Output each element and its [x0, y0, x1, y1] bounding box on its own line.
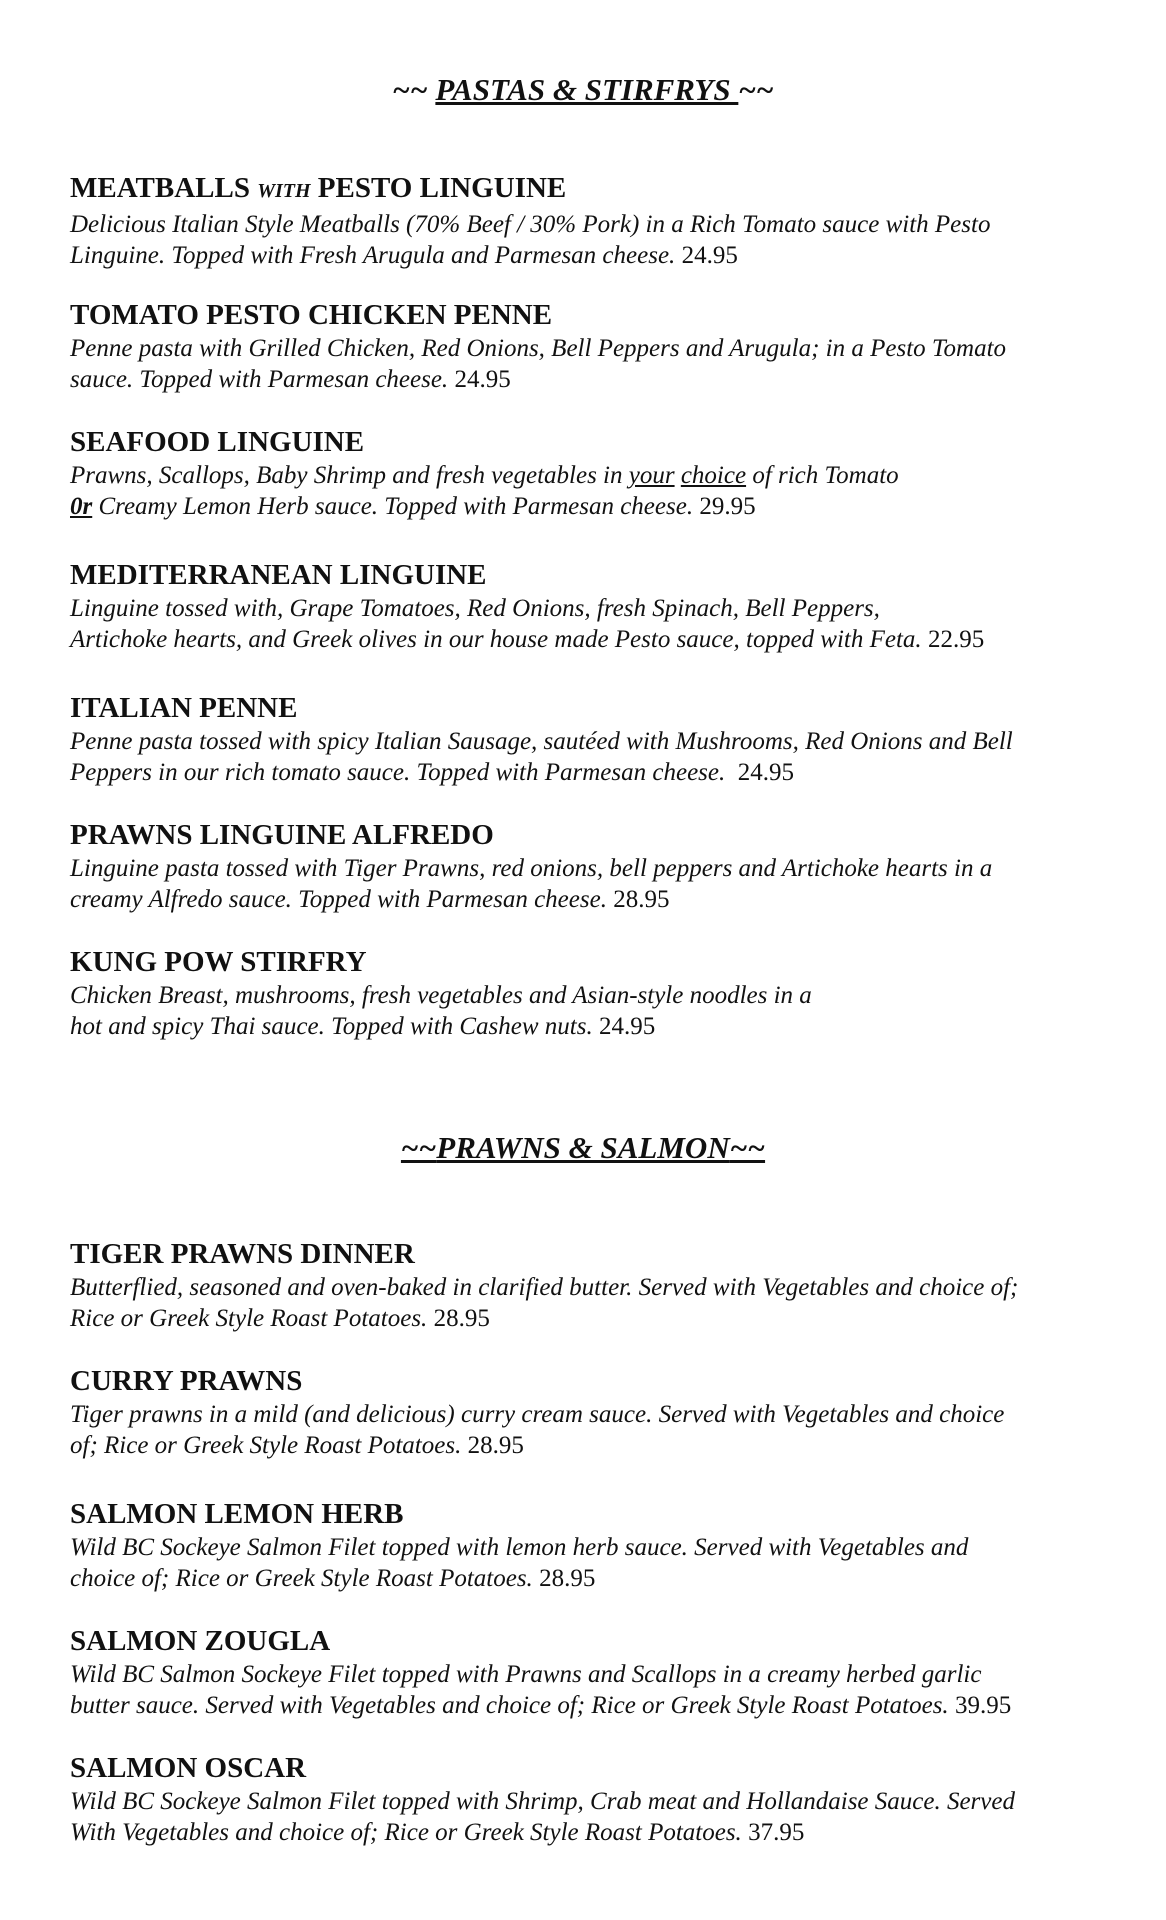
menu-item-italian-penne [70, 690, 1130, 788]
item-name: SALMON OSCAR [70, 1752, 307, 1784]
item-description-line: Tiger prawns in a mild (and delicious) curry cream sauce. Served with Vegetables and choice [70, 1401, 1005, 1428]
item-description-text: Prawns, Scallops, Baby Shrimp and fresh vegetables in [70, 462, 629, 489]
menu-item-mediterranean-linguine [70, 557, 1130, 655]
title-text: PASTAS & STIRFRYS [435, 72, 739, 107]
menu-item-tiger-prawns-dinner [70, 1236, 1130, 1334]
item-price: 24.95 [681, 242, 738, 269]
item-price: 28.95 [467, 1432, 524, 1459]
item-name: SEAFOOD LINGUINE [70, 426, 365, 458]
item-price: 24.95 [454, 366, 511, 393]
item-description-line [70, 1563, 1130, 1594]
item-description-line: Wild BC Salmon Sockeye Filet topped with Prawns and Scallops in a creamy herbed garlic [70, 1661, 982, 1688]
item-description-text: Peppers in our rich tomato sauce. Topped with Parmesan cheese. [70, 759, 726, 786]
item-description-text: With Vegetables and choice of; Rice or Greek Style Roast Potatoes. [70, 1819, 742, 1846]
item-name: KUNG POW STIRFRY [70, 946, 367, 978]
item-description-emphasis: your [628, 462, 675, 489]
item-description-line [70, 460, 1130, 491]
item-price: 28.95 [433, 1305, 490, 1332]
item-price: 22.95 [927, 626, 985, 653]
item-name: TIGER PRAWNS DINNER [70, 1238, 415, 1270]
menu-item-prawns-linguine-alfredo [70, 817, 1130, 915]
item-description-line: Linguine tossed with, Grape Tomatoes, Red Onions, fresh Spinach, Bell Peppers, [70, 595, 880, 622]
title-suffix: ~~ [738, 72, 774, 107]
menu-item-curry-prawns [70, 1363, 1130, 1461]
item-name: ITALIAN PENNE [70, 692, 298, 724]
section-title-prawns-salmon [0, 1130, 1166, 1166]
menu-item-salmon-oscar [70, 1750, 1130, 1848]
item-description-line [70, 1303, 1130, 1334]
item-price: 28.95 [539, 1565, 596, 1592]
item-name: SALMON ZOUGLA [70, 1625, 331, 1657]
item-name: PRAWNS LINGUINE ALFREDO [70, 819, 494, 851]
item-name-part: PESTO LINGUINE [317, 172, 567, 204]
item-description-text: butter sauce. Served with Vegetables and choice of; Rice or Greek Style Roast Potatoes. [70, 1692, 949, 1719]
item-description-line [70, 884, 1130, 915]
title-prefix: ~~ [392, 72, 436, 107]
item-description-line [70, 1817, 1130, 1848]
item-name: MEDITERRANEAN LINGUINE [70, 559, 487, 591]
item-description-line [70, 491, 1130, 522]
menu-item-meatballs-pesto-linguine [70, 170, 1130, 271]
item-description-text: Rice or Greek Style Roast Potatoes. [70, 1305, 428, 1332]
item-description-text: of; Rice or Greek Style Roast Potatoes. [70, 1432, 462, 1459]
item-description-line: Penne pasta with Grilled Chicken, Red Onions, Bell Peppers and Arugula; in a Pesto Tomato [70, 335, 1007, 362]
title-prefix: ~~ [400, 1130, 437, 1165]
item-price: 24.95 [737, 759, 794, 786]
menu-item-seafood-linguine [70, 424, 1130, 522]
item-description-line [70, 1430, 1130, 1461]
title-suffix: ~~ [729, 1130, 766, 1165]
section-title-pastas [0, 72, 1166, 108]
item-price: 24.95 [598, 1013, 656, 1040]
item-price: 39.95 [954, 1692, 1012, 1719]
item-description-line [70, 364, 1130, 395]
item-description-text: choice of; Rice or Greek Style Roast Potatoes. [70, 1565, 533, 1592]
item-description-line: Wild BC Sockeye Salmon Filet topped with lemon herb sauce. Served with Vegetables and [70, 1534, 969, 1561]
item-description-line: Chicken Breast, mushrooms, fresh vegetables and Asian-style noodles in a [70, 982, 812, 1009]
item-description-line: Linguine pasta tossed with Tiger Prawns, red onions, bell peppers and Artichoke hearts in a [70, 855, 993, 882]
item-description-text: sauce. Topped with Parmesan cheese. [70, 366, 449, 393]
item-description-line: Delicious Italian Style Meatballs (70% Beef / 30% Pork) in a Rich Tomato sauce with Pesto [70, 211, 991, 238]
title-text: PRAWNS & SALMON [436, 1130, 730, 1165]
item-description-text: hot and spicy Thai sauce. Topped with Cashew nuts. [70, 1013, 593, 1040]
item-description-line [70, 1011, 1130, 1042]
menu-item-salmon-lemon-herb [70, 1496, 1130, 1594]
item-description-line [70, 624, 1130, 655]
item-description-text: creamy Alfredo sauce. Topped with Parmesan cheese. [70, 886, 607, 913]
item-description-emphasis: choice [680, 462, 747, 489]
item-description-line [70, 757, 1130, 788]
item-description-text: Artichoke hearts, and Greek olives in our house made Pesto sauce, topped with Feta. [70, 626, 922, 653]
item-description-text: Linguine. Topped with Fresh Arugula and Parmesan cheese. [70, 242, 676, 269]
item-description-line [70, 1690, 1130, 1721]
item-description-text: Creamy Lemon Herb sauce. Topped with Parmesan cheese. [92, 493, 694, 520]
item-description-line: Wild BC Sockeye Salmon Filet topped with Shrimp, Crab meat and Hollandaise Sauce. Served [70, 1788, 1015, 1815]
item-name-part: MEATBALLS [70, 172, 250, 204]
item-description-line: Butterflied, seasoned and oven-baked in clarified butter. Served with Vegetables and choice of; [70, 1274, 1019, 1301]
item-description-line [70, 240, 1130, 271]
item-name [70, 170, 1130, 209]
item-name: CURRY PRAWNS [70, 1365, 303, 1397]
menu-item-tomato-pesto-chicken-penne [70, 297, 1130, 395]
menu-item-kung-pow-stirfry [70, 944, 1130, 1042]
item-price: 29.95 [699, 493, 756, 520]
menu-item-salmon-zougla [70, 1623, 1130, 1721]
item-description-text: of rich Tomato [746, 462, 899, 489]
item-name: SALMON LEMON HERB [70, 1498, 404, 1530]
item-price: 28.95 [613, 886, 670, 913]
item-price: 37.95 [748, 1819, 805, 1846]
item-name-with: WITH [257, 180, 311, 202]
item-name: TOMATO PESTO CHICKEN PENNE [70, 299, 553, 331]
item-description-line: Penne pasta tossed with spicy Italian Sausage, sautéed with Mushrooms, Red Onions and Bell [70, 728, 1013, 755]
item-description-emphasis: 0r [70, 493, 93, 520]
